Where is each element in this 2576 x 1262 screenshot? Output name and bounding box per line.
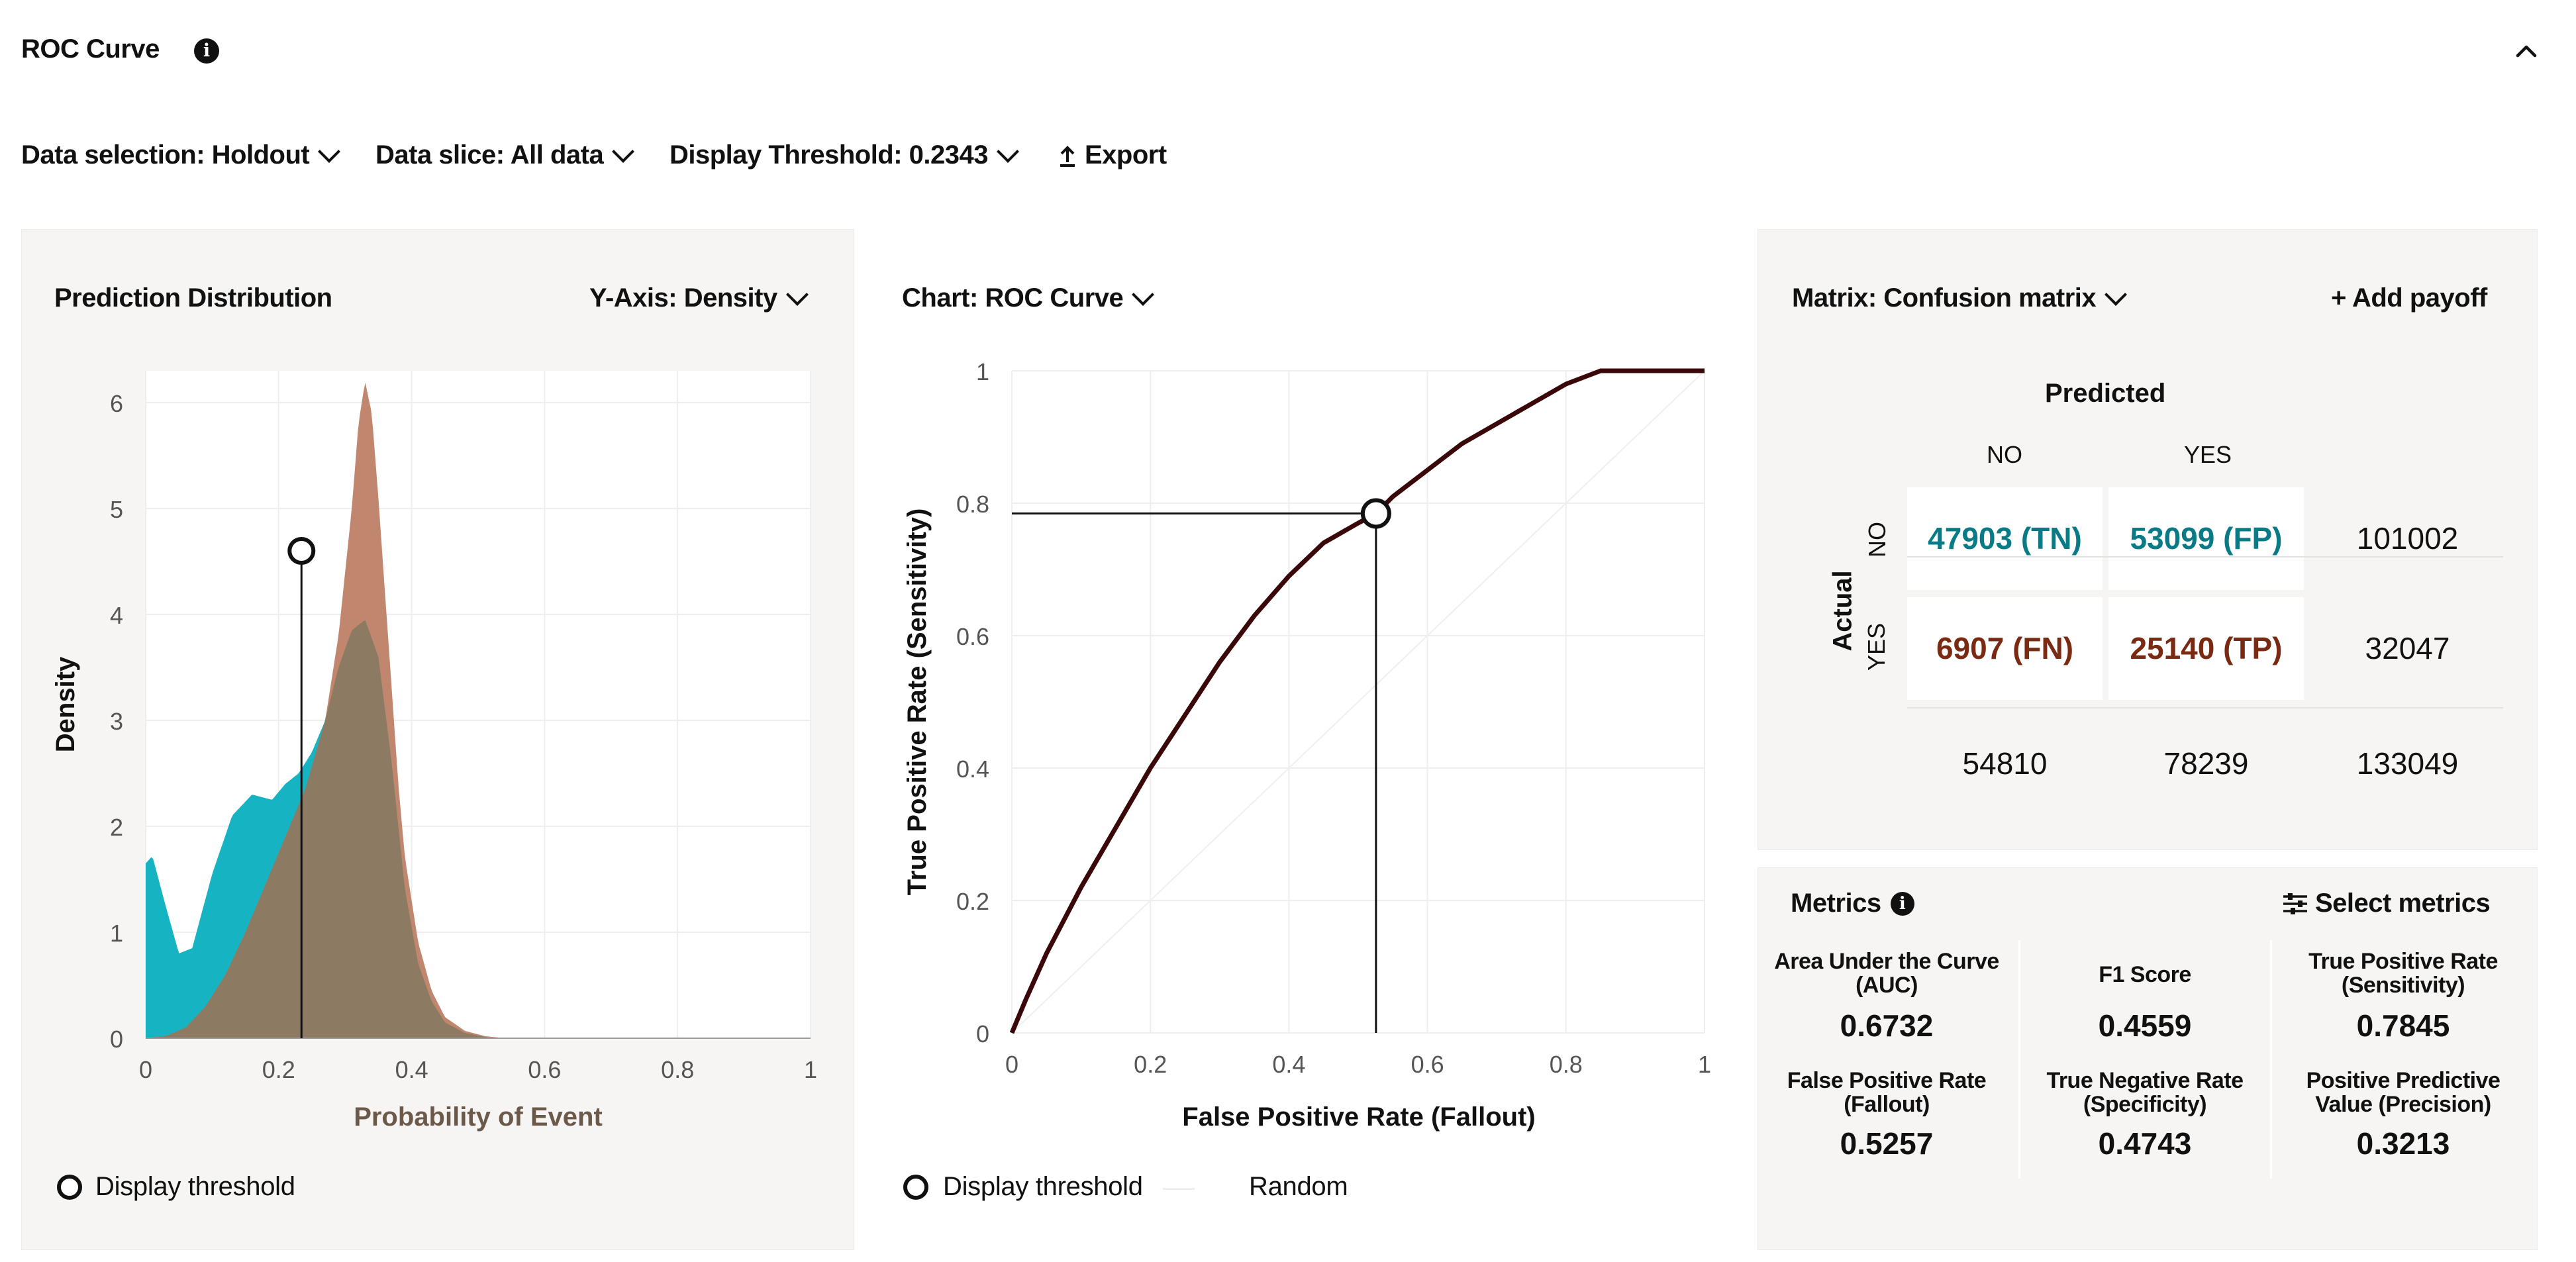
select-metrics-button[interactable] (2282, 889, 2490, 918)
row-divider (1907, 556, 2503, 558)
threshold-legend-label: Display threshold (943, 1172, 1143, 1201)
matrix-cell-fn (1907, 597, 2103, 700)
y-tick-label: 3 (109, 708, 123, 735)
panel-title: Prediction Distribution (54, 283, 332, 313)
section-title: ROC Curve (21, 34, 160, 64)
metric-fpr-label: False Positive Rate (Fallout) (1787, 1068, 1987, 1117)
threshold-legend-label: Display threshold (95, 1172, 295, 1201)
display-threshold-label: Display Threshold: 0.2343 (669, 140, 989, 170)
actual-no-label: NO (1863, 522, 1891, 558)
metrics-title: Metrics (1791, 889, 1881, 918)
y-tick-label: 1 (109, 920, 123, 947)
tp-value: 25140 (TP) (2130, 631, 2283, 665)
matrix-cell-fp (2108, 487, 2304, 590)
add-payoff-button[interactable]: + Add payoff (2331, 283, 2487, 313)
metric-ppv-value: 0.3213 (2356, 1126, 2450, 1161)
metrics-divider (2018, 940, 2020, 1179)
x-tick-label: 0.6 (1411, 1051, 1444, 1078)
metric-auc-label: Area Under the Curve (AUC) (1774, 949, 1999, 998)
x-tick-label: 0.2 (262, 1056, 295, 1083)
predicted-no-label: NO (1987, 441, 2022, 468)
info-icon[interactable]: i (1891, 892, 1914, 916)
matrix-row-no-total: 101002 (2356, 521, 2459, 556)
chevron-down-icon (786, 283, 809, 306)
y-axis-label: Y-Axis: Density (589, 283, 777, 313)
fp-value: 53099 (FP) (2130, 521, 2283, 556)
x-tick-label: 0.4 (395, 1056, 428, 1083)
y-tick-label: 0.8 (956, 491, 989, 518)
y-tick-label: 4 (109, 602, 123, 629)
chevron-down-icon (318, 140, 340, 163)
x-tick-label: 0.2 (1134, 1051, 1167, 1078)
matrix-dropdown[interactable] (1792, 283, 2124, 313)
tn-value: 47903 (TN) (1928, 521, 2082, 556)
matrix-grand-total: 133049 (2356, 746, 2459, 781)
metrics-panel (1758, 867, 2538, 1250)
x-tick-label: 1 (1697, 1051, 1712, 1078)
y-axis-dropdown[interactable] (589, 283, 805, 313)
y-tick-label: 0.6 (956, 623, 989, 650)
chevron-down-icon (1132, 283, 1154, 306)
predicted-yes-label: YES (2184, 441, 2232, 468)
y-tick-label: 0 (975, 1020, 989, 1047)
actual-yes-label: YES (1863, 622, 1891, 671)
chevron-down-icon (612, 140, 634, 163)
data-selection-label: Data selection: Holdout (21, 140, 310, 170)
display-threshold-dropdown[interactable] (669, 140, 1016, 170)
fn-value: 6907 (FN) (1936, 631, 2074, 665)
prediction-distribution-chart (21, 344, 853, 1152)
x-tick-label: 0.8 (1549, 1051, 1583, 1078)
chevron-up-icon[interactable] (2510, 34, 2543, 68)
metric-f1-value: 0.4559 (2098, 1008, 2192, 1043)
roc-curve-chart (861, 344, 1722, 1152)
metrics-divider (2270, 940, 2272, 1179)
threshold-legend-marker (57, 1175, 82, 1200)
totals-divider (1907, 707, 2503, 708)
matrix-cell-tn (1907, 487, 2103, 590)
chevron-down-icon (2105, 283, 2127, 306)
x-tick-label: 1 (803, 1056, 818, 1083)
x-tick-label: 0.6 (528, 1056, 562, 1083)
y-axis-title: True Positive Rate (Sensitivity) (903, 508, 932, 896)
x-axis-title: False Positive Rate (Fallout) (1182, 1102, 1536, 1132)
matrix-selector-label: Matrix: Confusion matrix (1792, 283, 2097, 313)
matrix-row-yes-total: 32047 (2365, 631, 2450, 665)
metric-f1-label: F1 Score (2099, 962, 2191, 987)
matrix-col-yes-total: 78239 (2163, 746, 2249, 781)
metric-tpr-value: 0.7845 (2356, 1008, 2450, 1043)
x-tick-label: 0 (1005, 1051, 1019, 1078)
chevron-down-icon (997, 140, 1019, 163)
metric-tnr-value: 0.4743 (2098, 1126, 2192, 1161)
metric-ppv-label: Positive Predictive Value (Precision) (2306, 1068, 2501, 1117)
info-icon[interactable]: i (194, 38, 219, 64)
metric-tpr-label: True Positive Rate (Sensitivity) (2308, 949, 2498, 998)
metric-fpr-value: 0.5257 (1840, 1126, 1934, 1161)
metric-tnr-label: True Negative Rate (Specificity) (2046, 1068, 2244, 1117)
matrix-col-no-total: 54810 (1962, 746, 2048, 781)
x-axis-title: Probability of Event (354, 1102, 603, 1132)
threshold-marker[interactable] (289, 539, 313, 563)
y-tick-label: 1 (975, 358, 989, 385)
x-tick-label: 0.4 (1272, 1051, 1306, 1078)
random-legend-label: Random (1249, 1172, 1348, 1201)
threshold-legend-marker (903, 1175, 928, 1200)
x-tick-label: 0.8 (661, 1056, 695, 1083)
y-tick-label: 2 (109, 814, 123, 841)
threshold-marker[interactable] (1363, 501, 1389, 527)
predicted-header: Predicted (2045, 379, 2166, 408)
sliders-icon (2282, 892, 2308, 916)
random-legend-swatch (1163, 1188, 1195, 1190)
y-tick-label: 0.2 (956, 888, 989, 915)
y-tick-label: 0.4 (956, 755, 989, 783)
y-tick-label: 0 (109, 1026, 123, 1053)
metrics-title-group (1791, 889, 1914, 918)
y-tick-label: 5 (109, 496, 123, 523)
y-tick-label: 6 (109, 390, 123, 417)
data-selection-dropdown[interactable] (21, 140, 337, 170)
y-axis-title: Density (51, 656, 80, 753)
matrix-cell-tp (2108, 597, 2304, 700)
chart-dropdown[interactable] (902, 283, 1151, 313)
data-slice-dropdown[interactable] (375, 140, 631, 170)
data-slice-label: Data slice: All data (375, 140, 604, 170)
actual-header: Actual (1828, 570, 1858, 652)
chart-selector-label: Chart: ROC Curve (902, 283, 1124, 313)
export-button[interactable] (1057, 140, 1167, 170)
select-metrics-label: Select metrics (2315, 889, 2491, 918)
x-tick-label: 0 (138, 1056, 153, 1083)
metric-auc-value: 0.6732 (1840, 1008, 1934, 1043)
upload-icon (1057, 142, 1078, 169)
export-label: Export (1085, 140, 1167, 170)
